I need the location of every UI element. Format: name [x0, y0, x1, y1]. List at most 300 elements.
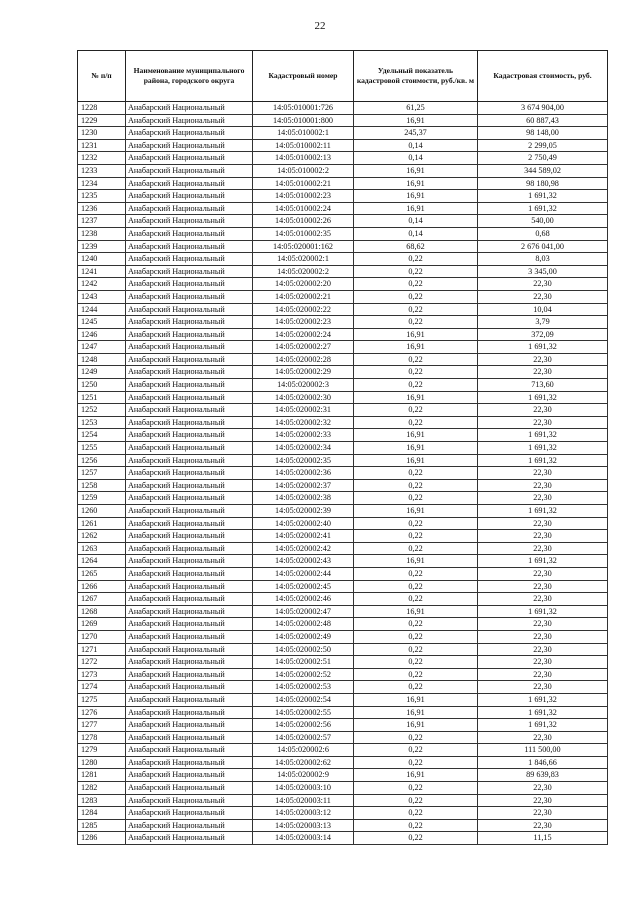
row-number-cell: 1228	[78, 102, 126, 115]
specific-value-cell: 0,22	[354, 530, 478, 543]
cadastral-cost-cell: 22,30	[478, 731, 608, 744]
table-row	[78, 190, 608, 203]
cadastral-cost-cell: 89 639,83	[478, 769, 608, 782]
table-row	[78, 555, 608, 568]
cadastral-cost-cell: 98 148,00	[478, 127, 608, 140]
cadastral-cost-cell: 22,30	[478, 668, 608, 681]
table-row	[78, 756, 608, 769]
district-name-cell: Анабарский Национальный	[126, 177, 253, 190]
table-row	[78, 794, 608, 807]
table-row	[78, 668, 608, 681]
district-name-cell: Анабарский Национальный	[126, 139, 253, 152]
specific-value-cell: 16,91	[354, 429, 478, 442]
row-number-cell: 1231	[78, 139, 126, 152]
table-row	[78, 127, 608, 140]
cadastral-number-cell: 14:05:020002:32	[253, 416, 354, 429]
district-name-cell: Анабарский Национальный	[126, 290, 253, 303]
cadastral-number-cell: 14:05:020002:51	[253, 656, 354, 669]
specific-value-cell: 0,22	[354, 593, 478, 606]
cadastral-cost-cell: 111 500,00	[478, 744, 608, 757]
specific-value-cell: 16,91	[354, 202, 478, 215]
cadastral-number-cell: 14:05:020002:29	[253, 366, 354, 379]
district-name-cell: Анабарский Национальный	[126, 643, 253, 656]
cadastral-number-cell: 14:05:020002:49	[253, 630, 354, 643]
row-number-cell: 1234	[78, 177, 126, 190]
header-row	[78, 51, 608, 102]
specific-value-cell: 0,22	[354, 832, 478, 845]
district-name-cell: Анабарский Национальный	[126, 542, 253, 555]
district-name-cell: Анабарский Национальный	[126, 202, 253, 215]
cadastral-cost-cell: 372,09	[478, 328, 608, 341]
cadastral-number-cell: 14:05:020002:24	[253, 328, 354, 341]
cadastral-cost-cell: 22,30	[478, 492, 608, 505]
cadastral-number-cell: 14:05:010002:2	[253, 164, 354, 177]
row-number-cell: 1245	[78, 316, 126, 329]
row-number-cell: 1262	[78, 530, 126, 543]
cadastral-cost-cell: 8,03	[478, 253, 608, 266]
header-number: № п/п	[78, 51, 126, 102]
district-name-cell: Анабарский Национальный	[126, 819, 253, 832]
district-name-cell: Анабарский Национальный	[126, 593, 253, 606]
cadastral-number-cell: 14:05:020002:33	[253, 429, 354, 442]
table-row	[78, 593, 608, 606]
table-row	[78, 303, 608, 316]
cadastral-number-cell: 14:05:020002:56	[253, 719, 354, 732]
cadastral-number-cell: 14:05:020002:23	[253, 316, 354, 329]
cadastral-number-cell: 14:05:020002:39	[253, 505, 354, 518]
cadastral-cost-cell: 540,00	[478, 215, 608, 228]
district-name-cell: Анабарский Национальный	[126, 114, 253, 127]
row-number-cell: 1250	[78, 379, 126, 392]
specific-value-cell: 0,22	[354, 353, 478, 366]
district-name-cell: Анабарский Национальный	[126, 580, 253, 593]
district-name-cell: Анабарский Национальный	[126, 240, 253, 253]
cadastral-cost-cell: 3 674 904,00	[478, 102, 608, 115]
cadastral-cost-cell: 22,30	[478, 530, 608, 543]
specific-value-cell: 0,22	[354, 467, 478, 480]
specific-value-cell: 0,22	[354, 630, 478, 643]
cadastral-number-cell: 14:05:010001:726	[253, 102, 354, 115]
district-name-cell: Анабарский Национальный	[126, 215, 253, 228]
row-number-cell: 1258	[78, 479, 126, 492]
district-name-cell: Анабарский Национальный	[126, 505, 253, 518]
specific-value-cell: 16,91	[354, 605, 478, 618]
specific-value-cell: 0,22	[354, 379, 478, 392]
row-number-cell: 1263	[78, 542, 126, 555]
row-number-cell: 1271	[78, 643, 126, 656]
specific-value-cell: 0,22	[354, 567, 478, 580]
specific-value-cell: 16,91	[354, 769, 478, 782]
specific-value-cell: 16,91	[354, 442, 478, 455]
specific-value-cell: 0,14	[354, 152, 478, 165]
row-number-cell: 1265	[78, 567, 126, 580]
specific-value-cell: 0,22	[354, 290, 478, 303]
row-number-cell: 1248	[78, 353, 126, 366]
row-number-cell: 1233	[78, 164, 126, 177]
table-body	[78, 102, 608, 845]
row-number-cell: 1275	[78, 693, 126, 706]
row-number-cell: 1261	[78, 517, 126, 530]
row-number-cell: 1278	[78, 731, 126, 744]
cadastral-number-cell: 14:05:010002:24	[253, 202, 354, 215]
cadastral-cost-cell: 60 887,43	[478, 114, 608, 127]
cadastral-number-cell: 14:05:020002:50	[253, 643, 354, 656]
table-row	[78, 416, 608, 429]
district-name-cell: Анабарский Национальный	[126, 782, 253, 795]
row-number-cell: 1246	[78, 328, 126, 341]
table-row	[78, 366, 608, 379]
row-number-cell: 1277	[78, 719, 126, 732]
table-row	[78, 630, 608, 643]
cadastral-cost-cell: 22,30	[478, 290, 608, 303]
header-specific-value: Удельный показатель кадастровой стоимости, руб./кв. м	[354, 51, 478, 102]
cadastral-number-cell: 14:05:020002:57	[253, 731, 354, 744]
table-row	[78, 202, 608, 215]
table-row	[78, 807, 608, 820]
cadastral-number-cell: 14:05:020002:38	[253, 492, 354, 505]
district-name-cell: Анабарский Национальный	[126, 517, 253, 530]
cadastral-cost-cell: 22,30	[478, 593, 608, 606]
district-name-cell: Анабарский Национальный	[126, 467, 253, 480]
table-row	[78, 832, 608, 845]
cadastral-number-cell: 14:05:020002:9	[253, 769, 354, 782]
table-row	[78, 215, 608, 228]
cadastral-cost-cell: 1 846,66	[478, 756, 608, 769]
district-name-cell: Анабарский Национальный	[126, 630, 253, 643]
row-number-cell: 1285	[78, 819, 126, 832]
row-number-cell: 1257	[78, 467, 126, 480]
district-name-cell: Анабарский Национальный	[126, 719, 253, 732]
specific-value-cell: 0,22	[354, 618, 478, 631]
cadastral-number-cell: 14:05:020002:54	[253, 693, 354, 706]
cadastral-number-cell: 14:05:020003:11	[253, 794, 354, 807]
row-number-cell: 1259	[78, 492, 126, 505]
specific-value-cell: 0,22	[354, 819, 478, 832]
cadastral-number-cell: 14:05:020002:21	[253, 290, 354, 303]
cadastral-number-cell: 14:05:020002:47	[253, 605, 354, 618]
district-name-cell: Анабарский Национальный	[126, 265, 253, 278]
table-header	[78, 51, 608, 102]
row-number-cell: 1252	[78, 404, 126, 417]
district-name-cell: Анабарский Национальный	[126, 366, 253, 379]
header-cadastral-cost: Кадастровая стоимость, руб.	[478, 51, 608, 102]
cadastral-cost-cell: 0,68	[478, 227, 608, 240]
district-name-cell: Анабарский Национальный	[126, 706, 253, 719]
cadastral-cost-cell: 22,30	[478, 794, 608, 807]
cadastral-number-cell: 14:05:020002:2	[253, 265, 354, 278]
cadastral-cost-cell: 1 691,32	[478, 442, 608, 455]
cadastral-cost-cell: 1 691,32	[478, 454, 608, 467]
cadastral-number-cell: 14:05:020002:41	[253, 530, 354, 543]
cadastral-number-cell: 14:05:020003:12	[253, 807, 354, 820]
row-number-cell: 1240	[78, 253, 126, 266]
specific-value-cell: 16,91	[354, 114, 478, 127]
specific-value-cell: 0,22	[354, 731, 478, 744]
district-name-cell: Анабарский Национальный	[126, 693, 253, 706]
cadastral-number-cell: 14:05:020002:53	[253, 681, 354, 694]
table-row	[78, 605, 608, 618]
cadastral-number-cell: 14:05:010002:13	[253, 152, 354, 165]
row-number-cell: 1281	[78, 769, 126, 782]
table-row	[78, 782, 608, 795]
specific-value-cell: 0,22	[354, 668, 478, 681]
cadastral-cost-cell: 22,30	[478, 643, 608, 656]
cadastral-cost-cell: 11,15	[478, 832, 608, 845]
specific-value-cell: 16,91	[354, 693, 478, 706]
district-name-cell: Анабарский Национальный	[126, 442, 253, 455]
cadastral-cost-cell: 22,30	[478, 366, 608, 379]
table-row	[78, 379, 608, 392]
cadastral-cost-cell: 1 691,32	[478, 693, 608, 706]
table-row	[78, 719, 608, 732]
district-name-cell: Анабарский Национальный	[126, 416, 253, 429]
specific-value-cell: 16,91	[354, 391, 478, 404]
row-number-cell: 1251	[78, 391, 126, 404]
cadastral-number-cell: 14:05:020002:20	[253, 278, 354, 291]
specific-value-cell: 0,14	[354, 139, 478, 152]
cadastral-number-cell: 14:05:010002:1	[253, 127, 354, 140]
specific-value-cell: 0,22	[354, 517, 478, 530]
cadastral-number-cell: 14:05:020002:42	[253, 542, 354, 555]
specific-value-cell: 0,14	[354, 215, 478, 228]
specific-value-cell: 0,22	[354, 479, 478, 492]
table-row	[78, 353, 608, 366]
row-number-cell: 1274	[78, 681, 126, 694]
district-name-cell: Анабарский Национальный	[126, 555, 253, 568]
row-number-cell: 1269	[78, 618, 126, 631]
cadastral-cost-cell: 2 750,49	[478, 152, 608, 165]
cadastral-cost-cell: 713,60	[478, 379, 608, 392]
district-name-cell: Анабарский Национальный	[126, 429, 253, 442]
cadastral-number-cell: 14:05:020002:27	[253, 341, 354, 354]
table-row	[78, 769, 608, 782]
specific-value-cell: 0,22	[354, 316, 478, 329]
cadastral-number-cell: 14:05:020002:31	[253, 404, 354, 417]
cadastral-cost-cell: 10,04	[478, 303, 608, 316]
district-name-cell: Анабарский Национальный	[126, 341, 253, 354]
district-name-cell: Анабарский Национальный	[126, 379, 253, 392]
specific-value-cell: 0,22	[354, 643, 478, 656]
specific-value-cell: 16,91	[354, 190, 478, 203]
table-row	[78, 290, 608, 303]
row-number-cell: 1279	[78, 744, 126, 757]
district-name-cell: Анабарский Национальный	[126, 190, 253, 203]
cadastral-cost-cell: 22,30	[478, 278, 608, 291]
district-name-cell: Анабарский Национальный	[126, 656, 253, 669]
cadastral-cost-cell: 1 691,32	[478, 555, 608, 568]
row-number-cell: 1235	[78, 190, 126, 203]
specific-value-cell: 0,22	[354, 404, 478, 417]
row-number-cell: 1236	[78, 202, 126, 215]
row-number-cell: 1264	[78, 555, 126, 568]
district-name-cell: Анабарский Национальный	[126, 278, 253, 291]
row-number-cell: 1276	[78, 706, 126, 719]
specific-value-cell: 16,91	[354, 164, 478, 177]
row-number-cell: 1242	[78, 278, 126, 291]
specific-value-cell: 0,22	[354, 542, 478, 555]
district-name-cell: Анабарский Национальный	[126, 794, 253, 807]
row-number-cell: 1241	[78, 265, 126, 278]
cadastral-cost-cell: 98 180,98	[478, 177, 608, 190]
district-name-cell: Анабарский Национальный	[126, 303, 253, 316]
table-row	[78, 656, 608, 669]
table-row	[78, 505, 608, 518]
row-number-cell: 1244	[78, 303, 126, 316]
cadastral-number-cell: 14:05:020002:35	[253, 454, 354, 467]
table-row	[78, 429, 608, 442]
cadastral-cost-cell: 22,30	[478, 542, 608, 555]
district-name-cell: Анабарский Национальный	[126, 681, 253, 694]
district-name-cell: Анабарский Национальный	[126, 328, 253, 341]
district-name-cell: Анабарский Национальный	[126, 127, 253, 140]
district-name-cell: Анабарский Национальный	[126, 769, 253, 782]
district-name-cell: Анабарский Национальный	[126, 353, 253, 366]
table-row	[78, 114, 608, 127]
cadastral-cost-cell: 1 691,32	[478, 505, 608, 518]
table-row	[78, 530, 608, 543]
table-row	[78, 102, 608, 115]
row-number-cell: 1247	[78, 341, 126, 354]
row-number-cell: 1268	[78, 605, 126, 618]
cadastral-cost-cell: 1 691,32	[478, 605, 608, 618]
district-name-cell: Анабарский Национальный	[126, 227, 253, 240]
cadastral-cost-cell: 22,30	[478, 807, 608, 820]
cadastral-number-cell: 14:05:020002:52	[253, 668, 354, 681]
cadastral-cost-cell: 1 691,32	[478, 341, 608, 354]
cadastral-number-cell: 14:05:020002:22	[253, 303, 354, 316]
specific-value-cell: 0,22	[354, 756, 478, 769]
table-row	[78, 517, 608, 530]
cadastral-cost-cell: 22,30	[478, 567, 608, 580]
cadastral-cost-cell: 22,30	[478, 819, 608, 832]
specific-value-cell: 0,22	[354, 303, 478, 316]
district-name-cell: Анабарский Национальный	[126, 479, 253, 492]
cadastral-cost-cell: 1 691,32	[478, 391, 608, 404]
table-row	[78, 240, 608, 253]
specific-value-cell: 61,25	[354, 102, 478, 115]
table-row	[78, 744, 608, 757]
row-number-cell: 1238	[78, 227, 126, 240]
specific-value-cell: 245,37	[354, 127, 478, 140]
district-name-cell: Анабарский Национальный	[126, 404, 253, 417]
row-number-cell: 1230	[78, 127, 126, 140]
district-name-cell: Анабарский Национальный	[126, 618, 253, 631]
row-number-cell: 1239	[78, 240, 126, 253]
district-name-cell: Анабарский Национальный	[126, 756, 253, 769]
specific-value-cell: 16,91	[354, 454, 478, 467]
cadastral-cost-cell: 3,79	[478, 316, 608, 329]
table-row	[78, 706, 608, 719]
district-name-cell: Анабарский Национальный	[126, 316, 253, 329]
cadastral-cost-cell: 1 691,32	[478, 190, 608, 203]
table-row	[78, 164, 608, 177]
cadastral-cost-cell: 22,30	[478, 353, 608, 366]
cadastral-number-cell: 14:05:010002:35	[253, 227, 354, 240]
specific-value-cell: 0,22	[354, 416, 478, 429]
table-row	[78, 693, 608, 706]
row-number-cell: 1280	[78, 756, 126, 769]
table-row	[78, 580, 608, 593]
table-row	[78, 618, 608, 631]
table-row	[78, 819, 608, 832]
page-number: 22	[314, 20, 326, 32]
cadastral-number-cell: 14:05:020002:40	[253, 517, 354, 530]
table-row	[78, 316, 608, 329]
cadastral-number-cell: 14:05:020002:62	[253, 756, 354, 769]
specific-value-cell: 0,22	[354, 278, 478, 291]
row-number-cell: 1260	[78, 505, 126, 518]
table-row	[78, 139, 608, 152]
cadastral-cost-cell: 22,30	[478, 656, 608, 669]
row-number-cell: 1286	[78, 832, 126, 845]
table-row	[78, 681, 608, 694]
row-number-cell: 1272	[78, 656, 126, 669]
row-number-cell: 1282	[78, 782, 126, 795]
cadastral-cost-cell: 22,30	[478, 580, 608, 593]
table-row	[78, 177, 608, 190]
cadastral-cost-cell: 2 299,05	[478, 139, 608, 152]
specific-value-cell: 0,22	[354, 656, 478, 669]
cadastral-cost-cell: 22,30	[478, 681, 608, 694]
district-name-cell: Анабарский Национальный	[126, 567, 253, 580]
table-row	[78, 731, 608, 744]
table-row	[78, 227, 608, 240]
specific-value-cell: 0,22	[354, 265, 478, 278]
district-name-cell: Анабарский Национальный	[126, 832, 253, 845]
table-row	[78, 253, 608, 266]
cadastral-cost-cell: 344 589,02	[478, 164, 608, 177]
cadastral-cost-cell: 1 691,32	[478, 719, 608, 732]
cadastral-cost-cell: 1 691,32	[478, 706, 608, 719]
cadastral-cost-cell: 22,30	[478, 782, 608, 795]
row-number-cell: 1270	[78, 630, 126, 643]
row-number-cell: 1284	[78, 807, 126, 820]
table-row	[78, 265, 608, 278]
cadastral-cost-cell: 22,30	[478, 517, 608, 530]
table-row	[78, 278, 608, 291]
cadastral-number-cell: 14:05:020002:1	[253, 253, 354, 266]
table-row	[78, 404, 608, 417]
specific-value-cell: 0,22	[354, 782, 478, 795]
cadastral-number-cell: 14:05:020002:55	[253, 706, 354, 719]
specific-value-cell: 16,91	[354, 177, 478, 190]
table-row	[78, 643, 608, 656]
specific-value-cell: 0,22	[354, 366, 478, 379]
table-row	[78, 454, 608, 467]
specific-value-cell: 16,91	[354, 719, 478, 732]
table-row	[78, 479, 608, 492]
cadastral-number-cell: 14:05:020002:37	[253, 479, 354, 492]
district-name-cell: Анабарский Национальный	[126, 744, 253, 757]
table-row	[78, 467, 608, 480]
cadastral-cost-cell: 1 691,32	[478, 429, 608, 442]
cadastral-number-cell: 14:05:020002:3	[253, 379, 354, 392]
table-row	[78, 542, 608, 555]
cadastral-cost-cell: 3 345,00	[478, 265, 608, 278]
row-number-cell: 1232	[78, 152, 126, 165]
district-name-cell: Анабарский Национальный	[126, 668, 253, 681]
specific-value-cell: 0,22	[354, 794, 478, 807]
table-row	[78, 391, 608, 404]
specific-value-cell: 0,22	[354, 580, 478, 593]
district-name-cell: Анабарский Национальный	[126, 253, 253, 266]
table-row	[78, 341, 608, 354]
cadastral-number-cell: 14:05:010001:800	[253, 114, 354, 127]
specific-value-cell: 68,62	[354, 240, 478, 253]
row-number-cell: 1256	[78, 454, 126, 467]
cadastral-number-cell: 14:05:020001:162	[253, 240, 354, 253]
cadastral-number-cell: 14:05:010002:26	[253, 215, 354, 228]
